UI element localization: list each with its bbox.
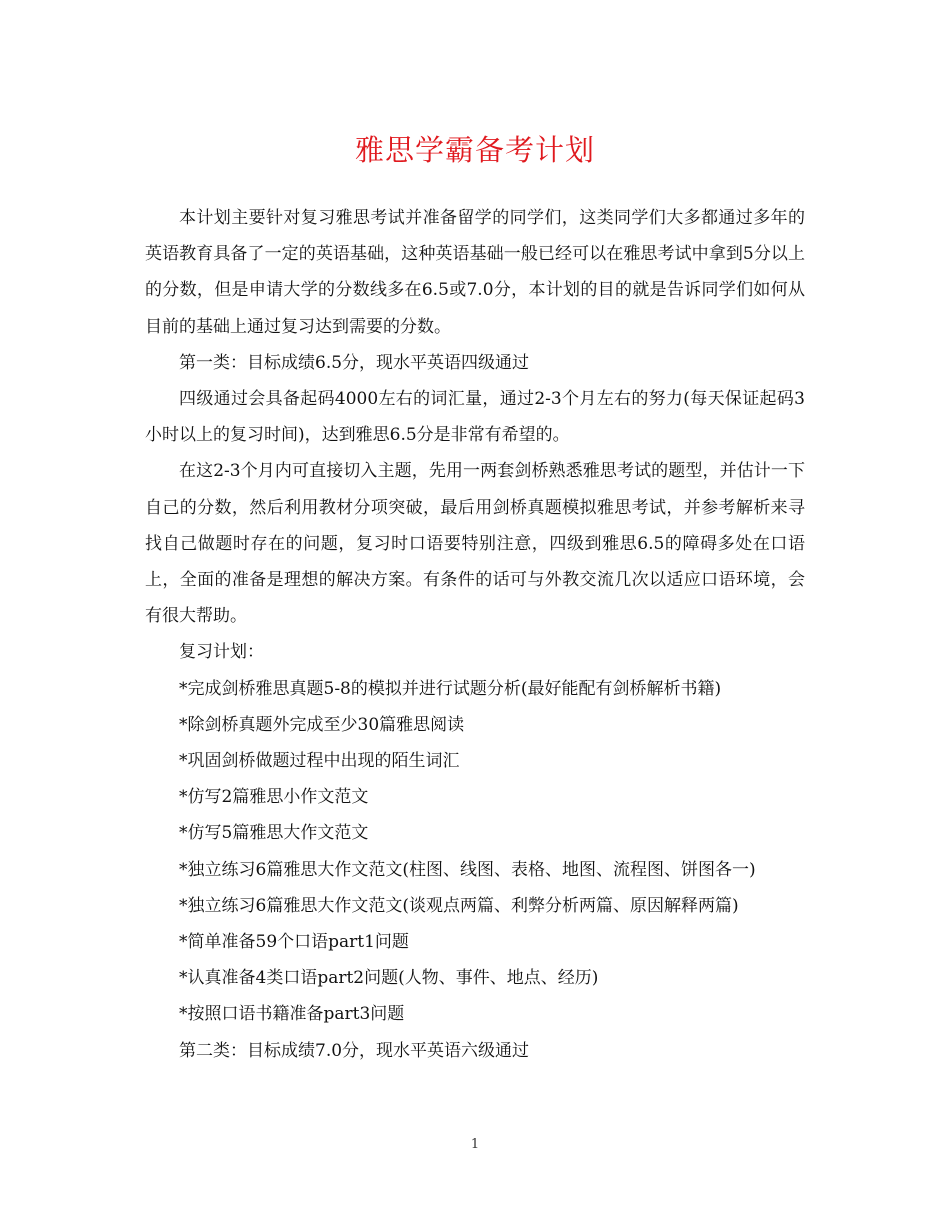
section-heading-category-1: 第一类：目标成绩6.5分，现水平英语四级通过 bbox=[179, 352, 530, 373]
plan-item: *认真准备4类口语part2问题(人物、事件、地点、经历) bbox=[179, 968, 599, 989]
plan-item: *简单准备59个口语part1问题 bbox=[179, 932, 409, 953]
plan-item: *按照口语书籍准备part3问题 bbox=[179, 1004, 405, 1025]
plan-item: *仿写2篇雅思小作文范文 bbox=[179, 787, 369, 808]
intro-paragraph: 本计划主要针对复习雅思考试并准备留学的同学们，这类同学们大多都通过多年的英语教育具备了一定的英语基础，这种英语基础一般已经可以在雅思考试中拿到5分以上的分数，但是申请大学的分数线多在6.5或7.0分，本计划的目的就是告诉同学们如何从目前的基础上通过复习达到需要的分数。 bbox=[145, 208, 805, 337]
section-heading-category-2: 第二类：目标成绩7.0分，现水平英语六级通过 bbox=[179, 1040, 530, 1061]
page-title: 雅思学霸备考计划 bbox=[354, 133, 595, 167]
plan-item: *除剑桥真题外完成至少30篇雅思阅读 bbox=[179, 714, 465, 735]
plan-item: *巩固剑桥做题过程中出现的陌生词汇 bbox=[179, 751, 460, 772]
plan-item: *仿写5篇雅思大作文范文 bbox=[179, 823, 369, 844]
plan-item: *完成剑桥雅思真题5-8的模拟并进行试题分析(最好能配有剑桥解析书籍) bbox=[179, 678, 722, 699]
page-number: 1 bbox=[470, 1137, 480, 1152]
paragraph-vocabulary: 四级通过会具备起码4000左右的词汇量，通过2-3个月左右的努力(每天保证起码3小时以上的复习时间)，达到雅思6.5分是非常有希望的。 bbox=[145, 389, 805, 446]
review-plan-heading: 复习计划： bbox=[179, 642, 264, 663]
plan-item: *独立练习6篇雅思大作文范文(谈观点两篇、利弊分析两篇、原因解释两篇) bbox=[179, 895, 739, 916]
plan-item: *独立练习6篇雅思大作文范文(柱图、线图、表格、地图、流程图、饼图各一) bbox=[179, 859, 756, 880]
document-body bbox=[145, 200, 805, 1069]
paragraph-strategy: 在这2-3个月内可直接切入主题，先用一两套剑桥熟悉雅思考试的题型，并估计一下自己的分数，然后利用教材分项突破，最后用剑桥真题模拟雅思考试，并参考解析来寻找自己做题时存在的问题，复习时口语要特别注意，四级到雅思6.5的障碍多处在口语上，全面的准备是理想的解决方案。有条件的话可与外教交流几次以适应口语环境，会有很大帮助。 bbox=[145, 461, 805, 627]
